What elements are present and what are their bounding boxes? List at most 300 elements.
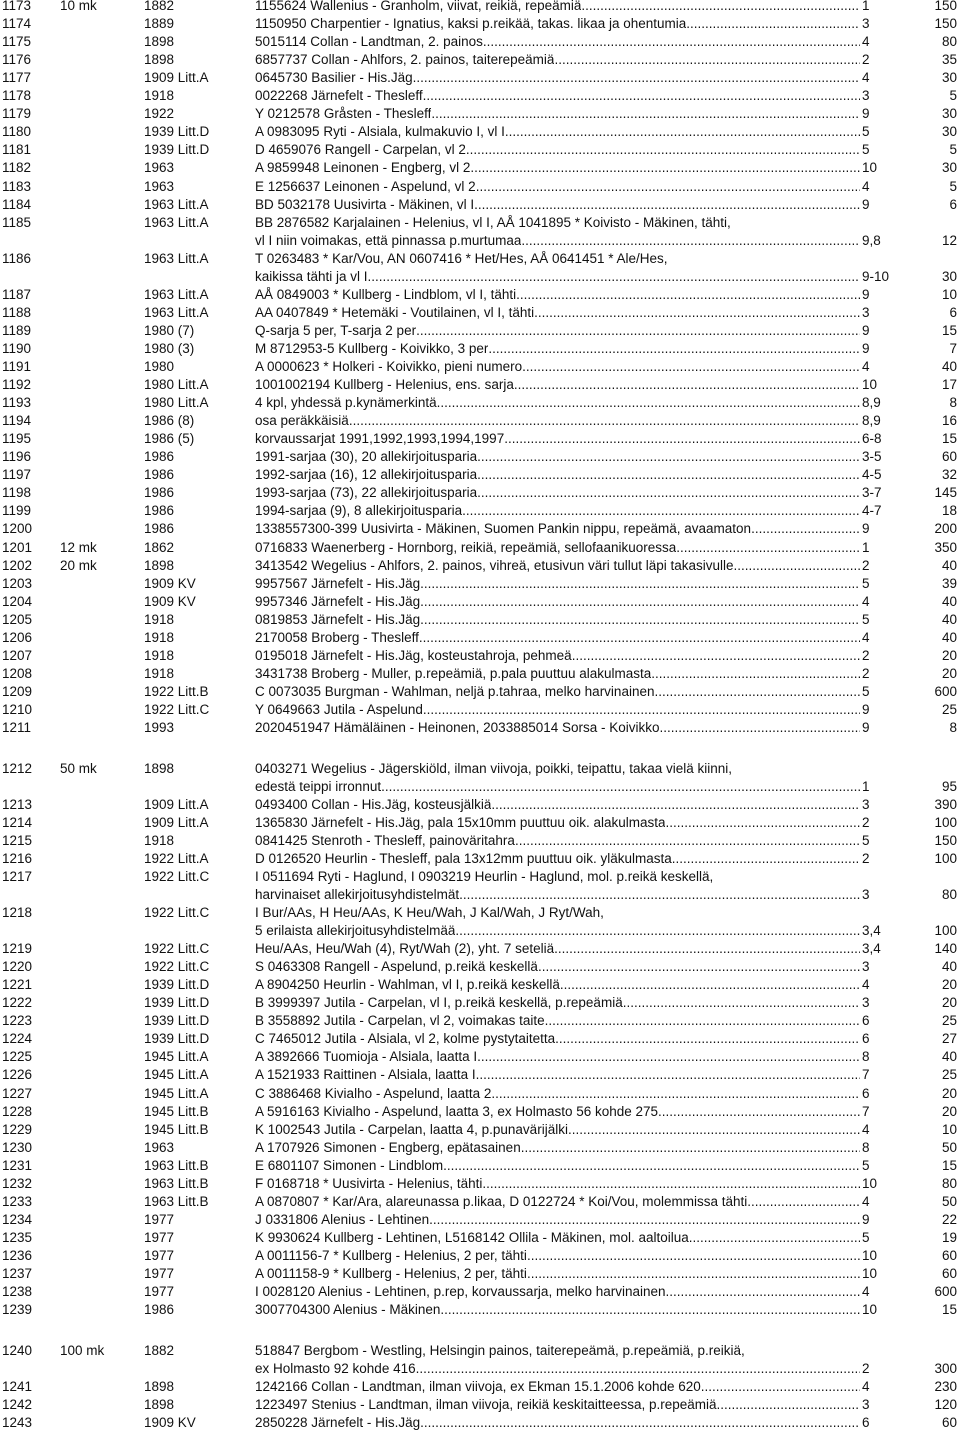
table-row xyxy=(0,159,960,177)
denomination: 50 mk xyxy=(60,760,97,776)
description-text: vl I niin voimakas, että pinnassa p.murtumaa xyxy=(255,232,522,248)
table-row xyxy=(0,286,960,304)
table-row xyxy=(0,778,960,796)
year-type: 1977 xyxy=(144,1284,175,1300)
year-type: 1986 xyxy=(144,1302,175,1318)
condition: 10 xyxy=(862,1175,878,1191)
description-text: 518847 Bergbom - Westling, Helsingin painos, taiterepeämä, p.repeämiä, p.reikiä, xyxy=(255,1342,745,1358)
description-text: Q-sarja 5 per, T-sarja 2 per xyxy=(255,322,417,338)
description xyxy=(255,1265,860,1283)
description-text: 4 kpl, yhdessä p.kynämerkintä xyxy=(255,395,437,411)
year-type: 1963 xyxy=(144,178,175,194)
leader-dots xyxy=(545,1012,860,1030)
year-type: 1963 Litt.A xyxy=(144,304,209,320)
table-row xyxy=(0,868,960,886)
year-type: 1980 (7) xyxy=(144,322,195,338)
year-type: 1909 KV xyxy=(144,1414,196,1430)
leader-dots xyxy=(420,575,860,593)
description xyxy=(255,520,860,538)
price: 80 xyxy=(941,1175,957,1191)
leader-dots xyxy=(491,1085,860,1103)
description xyxy=(255,940,860,958)
price: 100 xyxy=(934,814,957,830)
description-text: F 0168718 * Uusivirta - Helenius, tähti xyxy=(255,1175,483,1191)
condition: 9 xyxy=(862,106,870,122)
condition: 2 xyxy=(862,665,870,681)
leader-dots xyxy=(521,1139,860,1157)
table-row xyxy=(0,33,960,51)
leader-dots xyxy=(554,940,860,958)
condition: 3 xyxy=(862,16,870,32)
lot-number: 1239 xyxy=(2,1302,33,1318)
leader-dots xyxy=(455,922,860,940)
year-type: 1898 xyxy=(144,557,175,573)
lot-number: 1209 xyxy=(2,683,33,699)
price: 35 xyxy=(941,52,957,68)
description xyxy=(255,778,860,796)
leader-dots xyxy=(676,539,860,557)
leader-dots xyxy=(686,15,860,33)
description-text: A 0011158-9 * Kullberg - Helenius, 2 per, tähti xyxy=(255,1266,527,1281)
condition: 5 xyxy=(862,1229,870,1245)
price: 16 xyxy=(941,413,957,429)
lot-number: 1219 xyxy=(2,941,33,957)
description xyxy=(255,539,860,557)
description xyxy=(255,358,860,376)
description xyxy=(255,268,860,286)
description xyxy=(255,850,860,868)
leader-dots xyxy=(413,69,860,87)
year-type: 1922 Litt.C xyxy=(144,905,210,920)
leader-dots xyxy=(437,394,860,412)
description xyxy=(255,448,860,466)
description-text: A 1707926 Simonen - Engberg, epätasainen xyxy=(255,1139,521,1155)
lot-number: 1178 xyxy=(2,88,32,104)
table-row xyxy=(0,1103,960,1121)
leader-dots xyxy=(420,593,860,611)
price: 300 xyxy=(934,1360,957,1376)
condition: 2 xyxy=(862,647,870,663)
description xyxy=(255,214,860,232)
table-row xyxy=(0,647,960,665)
leader-dots xyxy=(488,340,860,358)
table-row xyxy=(0,69,960,87)
lot-number: 1242 xyxy=(2,1396,33,1412)
condition: 5 xyxy=(862,142,870,158)
leader-dots xyxy=(505,123,860,141)
price: 60 xyxy=(941,1266,957,1281)
year-type: 1909 Litt.A xyxy=(144,70,209,86)
lot-number: 1187 xyxy=(2,286,32,302)
condition: 5 xyxy=(862,832,870,848)
table-row xyxy=(0,87,960,105)
year-type: 1898 xyxy=(144,1378,175,1394)
condition: 4 xyxy=(862,629,870,645)
condition: 3 xyxy=(862,886,870,902)
description xyxy=(255,0,860,15)
table-row xyxy=(0,796,960,814)
condition: 6 xyxy=(862,1085,870,1101)
lot-number: 1201 xyxy=(2,539,33,555)
price: 8 xyxy=(949,720,957,735)
price: 350 xyxy=(934,539,957,555)
price: 17 xyxy=(941,377,957,393)
condition: 4 xyxy=(862,1284,870,1300)
year-type: 1918 xyxy=(144,629,175,645)
condition: 3 xyxy=(862,995,870,1011)
year-type: 1909 KV xyxy=(144,593,196,609)
year-type: 1963 Litt.A xyxy=(144,250,209,266)
price: 80 xyxy=(941,886,957,902)
condition: 3-7 xyxy=(862,485,882,501)
price: 100 xyxy=(934,850,957,866)
leader-dots xyxy=(491,796,860,814)
description xyxy=(255,1378,860,1396)
lot-number: 1205 xyxy=(2,611,33,627)
leader-dots xyxy=(368,268,860,286)
condition: 6 xyxy=(862,1414,870,1430)
table-row xyxy=(0,1066,960,1084)
condition: 9 xyxy=(862,196,870,212)
condition: 10 xyxy=(862,1247,878,1263)
description-text: C 0073035 Burgman - Wahlman, neljä p.tahraa, melko harvinainen xyxy=(255,683,655,699)
condition: 9 xyxy=(862,720,870,735)
year-type: 1963 Litt.B xyxy=(144,1157,209,1173)
description xyxy=(255,51,860,69)
leader-dots xyxy=(623,994,860,1012)
description xyxy=(255,1139,860,1157)
description xyxy=(255,484,860,502)
description-text: 1365830 Järnefelt - His.Jäg, pala 15x10mm puuttuu oik. alakulmasta xyxy=(255,814,666,830)
description-text: BB 2876582 Karjalainen - Helenius, vl I, AÅ 1041895 * Koivisto - Mäkinen, tähti, xyxy=(255,214,731,230)
description xyxy=(255,1342,860,1360)
year-type: 1963 xyxy=(144,1139,175,1155)
condition: 9 xyxy=(862,1211,870,1227)
description-text: edestä teippi irronnut xyxy=(255,778,382,794)
description xyxy=(255,1414,860,1432)
table-row xyxy=(0,123,960,141)
condition: 9,8 xyxy=(862,232,881,248)
table-row xyxy=(0,611,960,629)
description xyxy=(255,832,860,850)
table-row xyxy=(0,683,960,701)
lot-number: 1213 xyxy=(2,796,33,812)
condition: 5 xyxy=(862,611,870,627)
description xyxy=(255,1048,860,1066)
year-type: 1882 xyxy=(144,1342,175,1358)
description xyxy=(255,250,860,268)
description xyxy=(255,340,860,358)
leader-dots xyxy=(423,701,860,719)
description xyxy=(255,1283,860,1301)
description xyxy=(255,593,860,611)
table-row xyxy=(0,1048,960,1066)
year-type: 1977 xyxy=(144,1247,175,1263)
leader-dots xyxy=(423,87,860,105)
table-row xyxy=(0,1157,960,1175)
description xyxy=(255,412,860,430)
description xyxy=(255,922,860,940)
condition: 5 xyxy=(862,1157,870,1173)
description-text: D 0126520 Heurlin - Thesleff, pala 13x12mm puuttuu oik. yläkulmasta xyxy=(255,850,672,866)
denomination: 10 mk xyxy=(60,0,97,13)
price: 600 xyxy=(934,683,957,699)
description xyxy=(255,1085,860,1103)
price: 20 xyxy=(941,977,957,993)
description-text: A 9859948 Leinonen - Engberg, vl 2 xyxy=(255,160,471,176)
leader-dots xyxy=(554,51,860,69)
table-row xyxy=(0,904,960,922)
lot-number: 1215 xyxy=(2,832,33,848)
year-type: 1939 Litt.D xyxy=(144,142,210,158)
leader-dots xyxy=(651,665,860,683)
description xyxy=(255,904,860,922)
condition: 2 xyxy=(862,850,870,866)
description-text: 1155624 Wallenius - Granholm, viivat, reikiä, repeämiä xyxy=(255,0,582,13)
description xyxy=(255,886,860,904)
price: 80 xyxy=(941,34,957,50)
year-type: 1909 Litt.A xyxy=(144,814,209,830)
lot-number: 1236 xyxy=(2,1247,33,1263)
condition: 10 xyxy=(862,160,878,176)
price: 12 xyxy=(941,232,957,248)
price: 50 xyxy=(941,1139,957,1155)
lot-number: 1202 xyxy=(2,557,33,573)
description-text: 9957567 Järnefelt - His.Jäg xyxy=(255,575,421,591)
description-text: 0645730 Basilier - His.Jäg xyxy=(255,70,413,86)
table-row xyxy=(0,1414,960,1432)
leader-dots xyxy=(665,814,860,832)
leader-dots xyxy=(443,1157,860,1175)
lot-number: 1211 xyxy=(2,720,32,735)
leader-dots xyxy=(462,502,860,520)
price: 20 xyxy=(941,647,957,663)
table-row xyxy=(0,232,960,250)
condition: 4-7 xyxy=(862,503,882,519)
table-row xyxy=(0,178,960,196)
description-text: 0819853 Järnefelt - His.Jäg xyxy=(255,611,421,627)
lot-number: 1228 xyxy=(2,1103,33,1119)
description-text: Y 0649663 Jutila - Aspelund xyxy=(255,701,423,717)
table-row xyxy=(0,557,960,575)
table-row xyxy=(0,250,960,268)
condition: 5 xyxy=(862,575,870,591)
year-type: 1939 Litt.D xyxy=(144,1013,210,1029)
lot-number: 1207 xyxy=(2,647,33,663)
denomination: 100 mk xyxy=(60,1342,105,1358)
year-type: 1945 Litt.A xyxy=(144,1049,209,1065)
year-type: 1918 xyxy=(144,611,175,627)
description-text: 6857737 Collan - Ahlfors, 2. painos, taiterepeämiä xyxy=(255,52,555,68)
table-row xyxy=(0,268,960,286)
leader-dots xyxy=(420,1414,860,1432)
description-text: K 9930624 Kullberg - Lehtinen, L5168142 Ollila - Mäkinen, mol. aaltoilua xyxy=(255,1229,689,1245)
table-row xyxy=(0,466,960,484)
lot-number: 1234 xyxy=(2,1211,33,1227)
leader-dots xyxy=(654,683,860,701)
description-text: A 0870807 * Kar/Ara, alareunassa p.likaa, D 0122724 * Koi/Vou, molemmissa tähti xyxy=(255,1193,748,1209)
price: 7 xyxy=(949,340,957,356)
year-type: 1909 Litt.A xyxy=(144,796,209,812)
year-type: 1963 Litt.B xyxy=(144,1175,209,1191)
lot-number: 1221 xyxy=(2,977,33,993)
condition: 2 xyxy=(862,557,870,573)
table-row xyxy=(0,629,960,647)
year-type: 1977 xyxy=(144,1266,175,1281)
year-type: 1898 xyxy=(144,34,175,50)
leader-dots xyxy=(477,466,860,484)
year-type: 1977 xyxy=(144,1211,175,1227)
lot-number: 1229 xyxy=(2,1121,33,1137)
lot-number: 1188 xyxy=(2,304,32,320)
year-type: 1963 Litt.B xyxy=(144,1193,209,1209)
price: 5 xyxy=(949,88,957,104)
condition: 10 xyxy=(862,1302,878,1318)
leader-dots xyxy=(431,105,860,123)
leader-dots xyxy=(477,448,860,466)
description-text: 1150950 Charpentier - Ignatius, kaksi p.reikää, takas. likaa ja ohentumia xyxy=(255,16,687,32)
description-text: BD 5032178 Uusivirta - Mäkinen, vl I xyxy=(255,196,475,212)
table-row xyxy=(0,1265,960,1283)
lot-number: 1180 xyxy=(2,124,32,140)
description xyxy=(255,466,860,484)
description-text: D 4659076 Rangell - Carpelan, vl 2 xyxy=(255,142,466,158)
year-type: 1918 xyxy=(144,88,175,104)
description-text: osa peräkkäisiä xyxy=(255,413,349,429)
condition: 3,4 xyxy=(862,941,881,957)
table-row xyxy=(0,484,960,502)
condition: 9 xyxy=(862,701,870,717)
description-text: A 3892666 Tuomioja - Alsiala, laatta I xyxy=(255,1049,478,1065)
leader-dots xyxy=(581,0,860,15)
year-type: 1922 Litt.C xyxy=(144,959,210,975)
table-row xyxy=(0,1360,960,1378)
condition: 4 xyxy=(862,1378,870,1394)
year-type: 1939 Litt.D xyxy=(144,977,210,993)
lot-number: 1174 xyxy=(2,16,32,32)
description xyxy=(255,178,860,196)
lot-number: 1182 xyxy=(2,160,32,176)
description xyxy=(255,87,860,105)
price: 40 xyxy=(941,1049,957,1065)
year-type: 1986 (5) xyxy=(144,431,195,447)
condition: 4 xyxy=(862,1193,870,1209)
year-type: 1882 xyxy=(144,0,175,13)
year-type: 1918 xyxy=(144,647,175,663)
price: 60 xyxy=(941,1247,957,1263)
table-row xyxy=(0,1283,960,1301)
leader-dots xyxy=(440,1301,860,1319)
year-type: 1963 xyxy=(144,160,175,176)
description-text: E 6801107 Simonen - Lindblom xyxy=(255,1157,444,1173)
price: 15 xyxy=(941,431,957,447)
leader-dots xyxy=(751,520,860,538)
lot-number: 1233 xyxy=(2,1193,33,1209)
lot-number: 1243 xyxy=(2,1414,33,1430)
condition: 6 xyxy=(862,1031,870,1047)
description-text: 5 erilaista allekirjoitusyhdistelmää xyxy=(255,923,456,939)
lot-number: 1235 xyxy=(2,1229,33,1245)
price: 30 xyxy=(941,124,957,140)
description-text: 1242166 Collan - Landtman, ilman viivoja, ex Ekman 15.1.2006 kohde 620 xyxy=(255,1378,701,1394)
description-text: AA 0407849 * Hetemäki - Voutilainen, vl I, tähti xyxy=(255,304,535,320)
description xyxy=(255,502,860,520)
condition: 9 xyxy=(862,340,870,356)
description xyxy=(255,376,860,394)
description xyxy=(255,701,860,719)
year-type: 1922 Litt.C xyxy=(144,701,210,717)
table-row xyxy=(0,940,960,958)
description-text: S 0463308 Rangell - Aspelund, p.reikä keskellä xyxy=(255,959,538,975)
description xyxy=(255,1396,860,1414)
price: 60 xyxy=(941,449,957,465)
table-row xyxy=(0,760,960,778)
description-text: 0841425 Stenroth - Thesleff, painoväritahra xyxy=(255,832,515,848)
description xyxy=(255,1066,860,1084)
table-row xyxy=(0,322,960,340)
description-text: A 0000623 * Holkeri - Koivikko, pieni numero xyxy=(255,359,523,374)
description xyxy=(255,141,860,159)
lot-number: 1196 xyxy=(2,449,32,465)
year-type: 1862 xyxy=(144,539,175,555)
description-text: 2020451947 Hämäläinen - Heinonen, 2033885014 Sorsa - Koivikko xyxy=(255,720,660,735)
price: 40 xyxy=(941,593,957,609)
price: 20 xyxy=(941,665,957,681)
leader-dots xyxy=(538,958,860,976)
table-row xyxy=(0,1030,960,1048)
description-text: A 1521933 Raittinen - Alsiala, laatta I xyxy=(255,1067,476,1083)
description xyxy=(255,683,860,701)
description-text: C 7465012 Jutila - Alsiala, vl 2, kolme pystytaitetta xyxy=(255,1031,556,1047)
condition: 3 xyxy=(862,959,870,975)
description-text: 1223497 Stenius - Landtman, ilman viivoja, reikiä keskitaitteessa, p.repeämiä xyxy=(255,1396,717,1412)
condition: 5 xyxy=(862,683,870,699)
condition: 1 xyxy=(862,539,870,555)
description xyxy=(255,105,860,123)
table-row xyxy=(0,575,960,593)
lot-number: 1184 xyxy=(2,196,32,212)
description-text: 1992-sarjaa (16), 12 allekirjoitusparia xyxy=(255,467,478,483)
table-row xyxy=(0,520,960,538)
year-type: 1986 xyxy=(144,467,175,483)
year-type: 1963 Litt.A xyxy=(144,196,209,212)
condition: 8 xyxy=(862,1049,870,1065)
leader-dots xyxy=(555,1030,860,1048)
table-row xyxy=(0,886,960,904)
description xyxy=(255,1012,860,1030)
leader-dots xyxy=(689,1229,860,1247)
price: 600 xyxy=(934,1284,957,1300)
description-text: 1338557300-399 Uusivirta - Mäkinen, Suomen Pankin nippu, repeämä, avaamaton xyxy=(255,521,752,537)
table-row xyxy=(0,719,960,737)
description-text: 0022268 Järnefelt - Thesleff xyxy=(255,88,423,104)
table-row xyxy=(0,1229,960,1247)
year-type: 1898 xyxy=(144,52,175,68)
description xyxy=(255,1211,860,1229)
lot-number: 1238 xyxy=(2,1284,33,1300)
year-type: 1918 xyxy=(144,832,175,848)
price: 25 xyxy=(941,701,957,717)
price: 60 xyxy=(941,1414,957,1430)
lot-number: 1224 xyxy=(2,1031,33,1047)
table-row xyxy=(0,1342,960,1360)
price: 95 xyxy=(941,778,957,794)
table-row xyxy=(0,1193,960,1211)
price: 19 xyxy=(941,1229,957,1245)
table-row xyxy=(0,958,960,976)
price: 150 xyxy=(934,0,957,13)
lot-number: 1200 xyxy=(2,521,33,537)
